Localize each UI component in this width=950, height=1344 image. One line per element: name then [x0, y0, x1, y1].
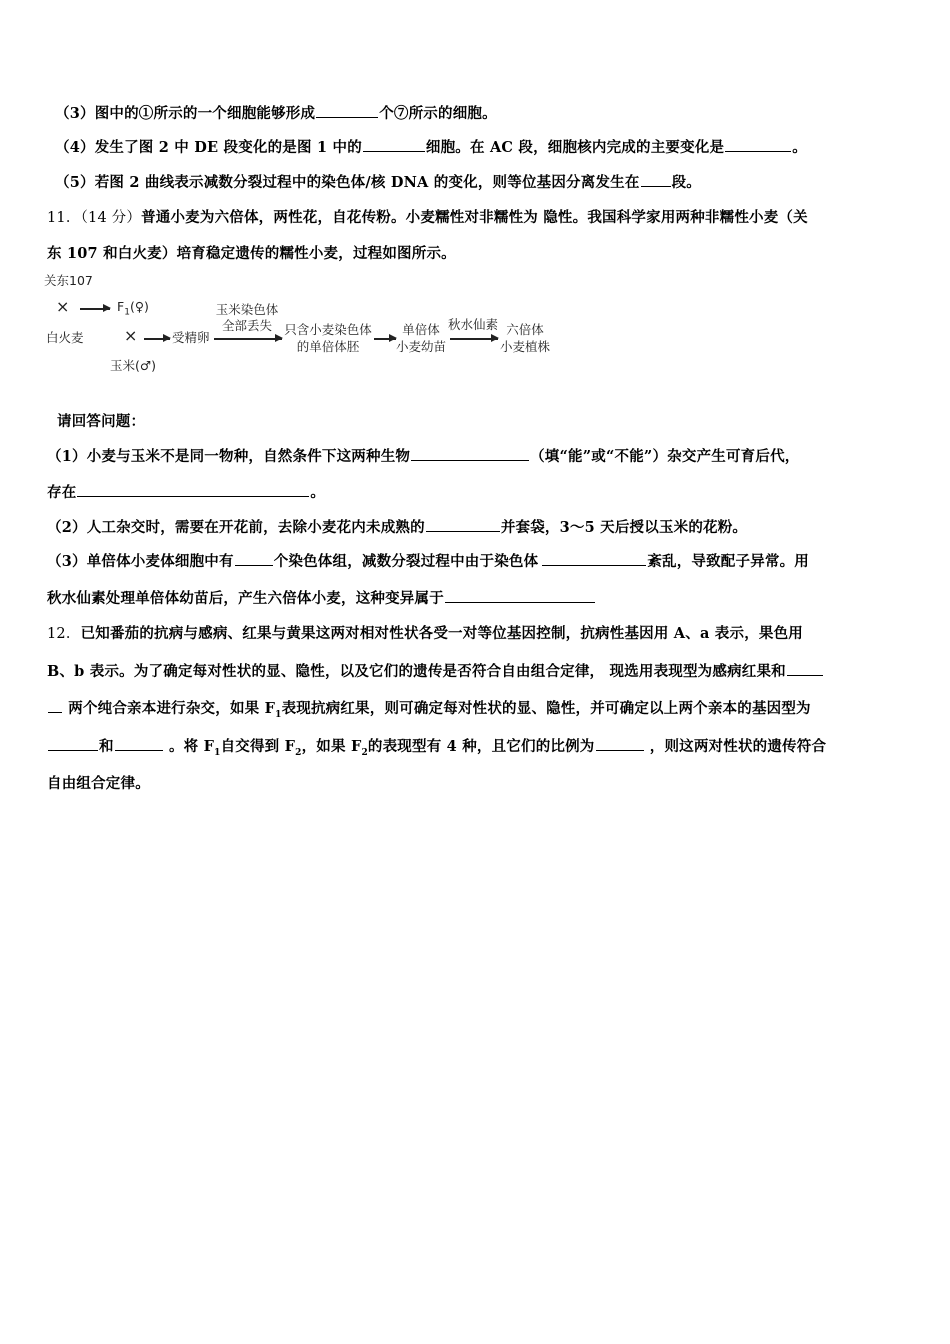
answer-blank[interactable]: [235, 551, 273, 566]
haploid-embryo: 的单倍体胚: [296, 339, 360, 354]
breeding-process-diagram: [42, 270, 562, 380]
q11-intro-line2: [47, 242, 456, 263]
question-text: 自由组合定律。: [47, 775, 150, 792]
question-text: 。: [310, 484, 326, 501]
answer-blank[interactable]: [542, 551, 646, 566]
question-text: 。: [792, 139, 807, 156]
step-label: 玉米染色体: [215, 302, 279, 317]
hexaploid-plant: 六倍体: [506, 322, 544, 337]
question-text: 和: [99, 738, 114, 755]
question-text: 段。: [671, 174, 701, 191]
question-text: 并套袋，3～5 天后授以玉米的花粉。: [500, 519, 748, 536]
answer-blank[interactable]: [426, 517, 500, 532]
question-text: 请回答问题：: [57, 413, 146, 430]
haploid-embryo: 只含小麦染色体: [284, 322, 372, 337]
question-text: B、b 表示。为了确定每对性状的显、隐性，以及它们的遗传是否符合自由组合定律， 现选用表现型为感病红果和: [47, 663, 786, 680]
maize-male: 玉米(♂): [110, 358, 156, 373]
answer-blank[interactable]: [725, 137, 791, 152]
answer-blank[interactable]: [363, 137, 425, 152]
q10-part4: [55, 136, 807, 157]
question-text: 自交得到 F: [220, 738, 296, 755]
q12-line5: [47, 772, 150, 793]
answer-blank[interactable]: [48, 698, 62, 713]
f1-female: [117, 299, 149, 321]
parent-baihuomai: 白火麦: [46, 330, 84, 345]
answer-blank[interactable]: [115, 736, 163, 751]
q11-part3: [47, 550, 809, 571]
q12-line4: [47, 735, 826, 758]
parent-guandong107: 关东107: [44, 273, 93, 288]
q11-prompt: [57, 410, 145, 431]
question-text: 存在: [47, 484, 77, 501]
question-text: 两个纯合亲本进行杂交，如果 F: [68, 700, 276, 717]
part-label: （3）: [47, 553, 87, 570]
haploid-seedling: 小麦幼苗: [395, 339, 446, 354]
q10-part5: [55, 171, 701, 192]
f1-subscript: 1: [124, 307, 130, 318]
question-text: 个染色体组，减数分裂过程中由于染色体: [273, 553, 539, 570]
answer-blank[interactable]: [787, 661, 823, 676]
q12-line1: [47, 622, 803, 643]
question-text: ，则这两对性状的遗传符合: [649, 738, 827, 755]
question-text: 紊乱，导致配子异常。用: [647, 553, 810, 570]
q12-line2: [47, 660, 824, 681]
subscript: 1: [214, 747, 221, 758]
haploid-seedling: 单倍体: [402, 322, 440, 337]
f1-label: F: [117, 299, 125, 314]
answer-blank[interactable]: [48, 736, 98, 751]
question-text: 个⑦所示的细胞。: [379, 105, 497, 122]
answer-blank[interactable]: [316, 103, 378, 118]
question-text: 小麦与玉米不是同一物种，自然条件下这两种生物: [86, 448, 411, 465]
question-text: ，如果 F: [301, 738, 362, 755]
arrow-icon: [80, 308, 110, 310]
subscript: 2: [361, 747, 368, 758]
question-score: （14 分）: [80, 210, 142, 226]
question-text: （填“能”或“不能”）杂交产生可育后代，: [530, 448, 800, 465]
q11-part2: [47, 516, 747, 537]
question-text: 图中的①所示的一个细胞能够形成: [94, 105, 316, 122]
answer-blank[interactable]: [445, 588, 595, 603]
answer-blank[interactable]: [596, 736, 644, 751]
question-text: 秋水仙素处理单倍体幼苗后，产生六倍体小麦，这种变异属于: [47, 590, 444, 607]
question-number: 11．: [47, 210, 81, 226]
q12-line3: [47, 697, 811, 720]
arrow-icon: [214, 338, 282, 340]
part-label: （5）: [55, 174, 95, 191]
part-label: （2）: [47, 519, 87, 536]
arrow-icon: [144, 338, 170, 340]
subscript: 1: [275, 709, 282, 720]
q11-part3-line2: [47, 587, 596, 608]
part-label: （1）: [47, 448, 87, 465]
q11-intro-line1: [47, 206, 808, 227]
arrow-icon: [450, 338, 498, 340]
zygote: 受精卵: [172, 330, 210, 345]
subscript: 2: [295, 747, 302, 758]
answer-blank[interactable]: [77, 482, 309, 497]
answer-blank[interactable]: [411, 446, 529, 461]
question-text: 普通小麦为六倍体，两性花，自花传粉。小麦糯性对非糯性为 隐性。我国科学家用两种非糯性小麦（关: [141, 209, 808, 226]
q10-part3: [55, 102, 497, 123]
question-text: 发生了图 2 中 DE 段变化的是图 1 中的: [94, 139, 362, 156]
question-text: 细胞。在 AC 段，细胞核内完成的主要变化是: [425, 139, 725, 156]
cross-symbol: ×: [56, 297, 70, 316]
question-text: 已知番茄的抗病与感病、红果与黄果这两对相对性状各受一对等位基因控制，抗病性基因用 A、a 表示，果色用: [80, 625, 803, 642]
step-label: 秋水仙素: [448, 317, 499, 332]
question-number: 12．: [47, 626, 81, 642]
question-text: 人工杂交时，需要在开花前，去除小麦花内未成熟的: [86, 519, 425, 536]
question-text: 。将 F: [168, 738, 215, 755]
part-label: （4）: [55, 139, 95, 156]
question-text: 表现抗病红果，则可确定每对性状的显、隐性，并可确定以上两个亲本的基因型为: [281, 700, 811, 717]
hexaploid-plant: 小麦植株: [499, 339, 550, 354]
question-text: 的表现型有 4 种，且它们的比例为: [367, 738, 595, 755]
q11-part1-line2: [47, 481, 325, 502]
step-label: 全部丢失: [221, 318, 272, 333]
question-text: 若图 2 曲线表示减数分裂过程中的染色体/核 DNA 的变化，则等位基因分离发生在: [94, 174, 640, 191]
part-label: （3）: [55, 105, 95, 122]
answer-blank[interactable]: [641, 172, 671, 187]
female-symbol: (♀): [129, 299, 149, 314]
cross-symbol: ×: [124, 326, 138, 345]
q11-part1: [47, 445, 799, 466]
question-text: 单倍体小麦体细胞中有: [86, 553, 234, 570]
question-text: 东 107 和白火麦）培育稳定遗传的糯性小麦，过程如图所示。: [47, 245, 456, 262]
arrow-icon: [374, 338, 396, 340]
